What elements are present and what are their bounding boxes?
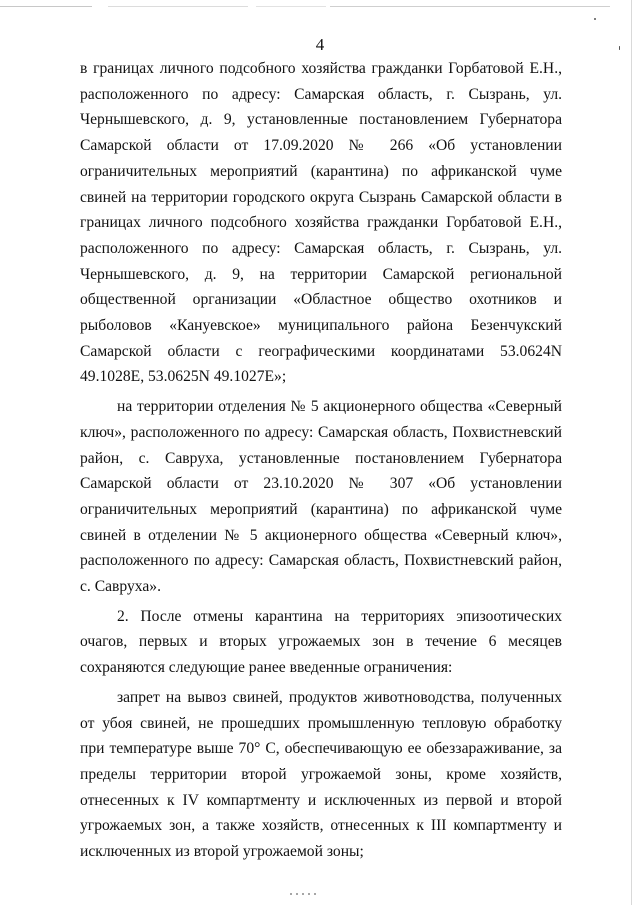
scan-edge — [631, 0, 632, 905]
scan-artifact-line — [0, 6, 92, 7]
page-number: 4 — [315, 35, 325, 54]
scan-artifact-line — [256, 6, 326, 7]
scan-artifact-line — [108, 6, 248, 7]
paragraph-continuation: в границах личного подсобного хозяйства гражданки Горбатовой Е.Н., расположенного по адресу: Самарская область, г. Сызрань, ул. Чернышевского, д. 9, установленные постановлением Губернатора Самарской области от 17.09.2020 № 266 «Об установлении ограничительных мероприятий (карантина) по африканской чуме свиней на территории городского округа Сызрань Самарской области в границах личного подсобного хозяйства гражданки Горбатовой Е.Н., расположенного по адресу: Самарская область, г. Сызрань, ул. Чернышевского, д. 9, на территории Самарской региональной общественной организации «Областное общество охотников и рыболовов «Кануевское» муниципального района Безенчукский Самарской области с географическими координатами 53.0624N 49.1028E, 53.0625N 49.1027E»; — [80, 60, 562, 386]
scan-artifact-line — [330, 6, 610, 7]
paragraph-export-ban: запрет на вывоз свиней, продуктов животноводства, полученных от убоя свиней, не прошедших промышленную тепловую обработку при температуре выше 70° С, обеспечивающую ее обеззараживание, за пределы территории второй угрожаемой зоны, кроме хозяйств, отнесенных к IV компартменту и исключенных из первой и второй угрожаемых зон, а также хозяйств, отнесенных к III компартменту и исключенных из второй угрожаемой зоны; — [80, 688, 562, 861]
scan-artifact-dots — [288, 893, 318, 895]
paragraph-severny-klyuch: на территории отделения № 5 акционерного общества «Северный ключ», расположенного по адресу: Самарская область, Похвистневский район, с. Савруха, установленные постановлением Губернатора Самарской области от 23.10.2020 № 307 «Об установлении ограничительных мероприятий (карантина) по африканской чуме свиней в отделении № 5 акционерного общества «Северный ключ», расположенного по адресу: Самарская область, Похвистневский район, с. Савруха». — [80, 398, 562, 596]
paragraph-item-2: 2. После отмены карантина на территориях эпизоотических очагов, первых и вторых угрожаемых зон в течение 6 месяцев сохраняются следующие ранее введенные ограничения: — [80, 607, 562, 677]
document-body — [80, 56, 562, 865]
scan-speck — [594, 18, 596, 20]
